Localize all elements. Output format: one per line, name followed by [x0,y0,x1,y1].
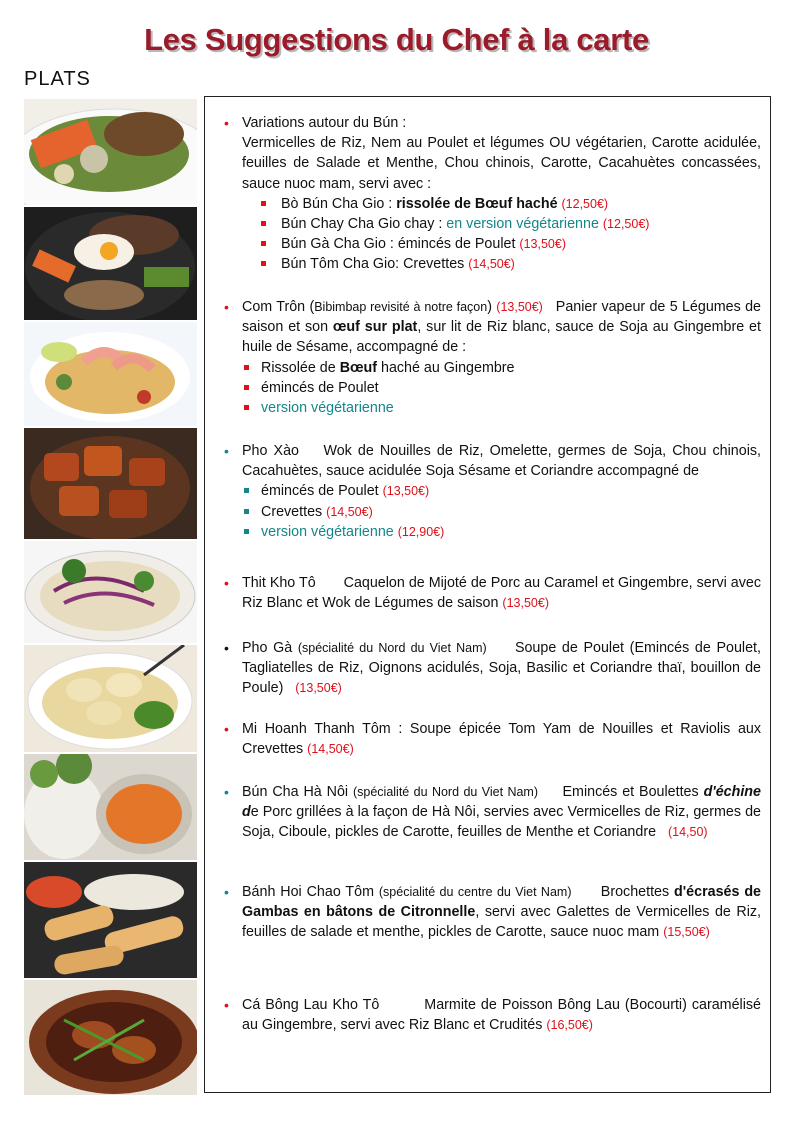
dish-note: (spécialité du centre du Viet Nam) [378,885,572,899]
option-item: Bún Gà Cha Gio : émincés de Poulet (13,50€) [242,234,761,254]
square-bullet-icon [244,405,249,410]
square-bullet-icon [261,201,266,206]
bullet-icon: • [224,640,229,656]
bullet-icon: • [224,997,229,1013]
page-title: Les Suggestions du Chef à la carte [144,22,649,57]
dish-com-tron: • Com Trôn (Bibimbap revisité à notre façon) (13,50€) Panier vapeur de 5 Légumes de saison et son œuf sur plat, sur lit de Riz blanc, sauce de Soja au Gingembre et huile de Sésame, accompagné de : Rissolée de Bœuf haché au Gingembre émincés de Poulet version végétarienne [242,297,761,418]
price: (14,50€) [307,742,354,757]
dish-description: Vermicelles de Riz, Nem au Poulet et légumes OU végétarien, Carotte acidulée, feuilles de Salade et Menthe, Chou chinois, Carotte, Cacahuètes concassées, sauce nuoc mam, servi avec : [242,135,761,192]
photo-com-tron [24,207,197,320]
square-bullet-icon [261,241,266,246]
photo-banh-hoi [24,862,197,978]
option-item: version végétarienne [242,398,761,418]
price: (13,50€) [519,237,566,252]
photo-bo-bun [24,99,197,205]
price: (15,50€) [663,925,710,940]
price: (13,50€) [496,300,543,314]
price: (12,50€) [561,196,609,211]
menu-box [204,96,771,1093]
dish-name: Mi Hoanh Thanh Tôm [242,721,391,737]
photo-ca-kho [24,980,197,1095]
price: (14,50€) [326,504,373,519]
dish-banh-hoi-chao-tom: • Bánh Hoi Chao Tôm (spécialité du centre du Viet Nam) Brochettes d'écrasés de Gambas en bâtons de Citronnelle, servi avec Galettes de Vermicelles de Riz, feuilles de salade et menthe, pickles de Carotte, sauce nuoc mam (15,50€) [224,884,762,941]
dish-ca-bong-lau: • Cá Bông Lau Kho Tô Marmite de Poisson Bông Lau (Bocourti) caramélisé au Gingembre, servi avec Riz Blanc et Crudités (16,50€) [224,997,761,1034]
price: (12,90€) [397,524,445,539]
dish-note: (spécialité du Nord du Viet Nam) [297,641,487,655]
bullet-icon: • [224,784,229,800]
photo-pho-xao [24,322,197,426]
price: (16,50€) [546,1018,593,1033]
photo-bun-cha [24,754,197,860]
bullet-icon: • [224,884,229,900]
bullet-icon: • [224,443,229,459]
price: (14,50€) [468,257,515,272]
square-bullet-icon [261,261,266,266]
bullet-icon: • [224,575,229,591]
dish-pho-xao: • Pho Xào Wok de Nouilles de Riz, Omelette, germes de Soja, Chou chinois, Cacahuètes, sauce acidulée Soja Sésame et Coriandre accompagné de émincés de Poulet (13,50€) Crevettes (14,50€) version végétarienne (12,90€) [242,441,761,542]
bullet-icon: • [224,115,229,131]
price: (13,50€) [295,681,342,696]
square-bullet-icon [261,221,266,226]
dish-mi-hoanh-thanh: • Mi Hoanh Thanh Tôm : Soupe épicée Tom Yam de Nouilles et Raviolis aux Crevettes (14,50€) [224,721,761,758]
option-item: Bò Bún Cha Gio : rissolée de Bœuf haché (12,50€) [242,194,761,214]
price: (12,50€) [602,217,650,232]
square-bullet-icon [244,365,249,370]
price: (13,50€) [502,596,549,611]
dish-name: Bún Cha Hà Nôi [242,784,349,800]
dish-thit-kho-to: • Thit Kho Tô Caquelon de Mijoté de Porc au Caramel et Gingembre, servi avec Riz Blanc et Wok de Légumes de saison (13,50€) [224,575,761,612]
square-bullet-icon [244,529,249,534]
dish-bun-cha-ha-noi: • Bún Cha Hà Nôi (spécialité du Nord du Viet Nam) Emincés et Boulettes d'échine de Porc grillées à la façon de Hà Nôi, servies avec Vermicelles de Riz, germes de Soja, Ciboule, pickles de Carotte, feuilles de Menthe et Coriandre (14,50) [224,784,761,841]
dish-note: Bibimbap revisité à notre façon [314,300,488,314]
dish-name: Bánh Hoi Chao Tôm [242,884,374,900]
dish-name: Pho Xào [242,443,299,459]
option-item: Bún Tôm Cha Gio: Crevettes (14,50€) [242,254,761,274]
option-item: Crevettes (14,50€) [242,502,761,522]
bullet-icon: • [224,721,229,737]
option-item: Bún Chay Cha Gio chay : en version végétarienne (12,50€) [242,214,761,234]
photo-thit-kho-soup [24,541,197,643]
photo-thit-kho [24,428,197,539]
option-item: Rissolée de Bœuf haché au Gingembre [242,358,761,378]
option-item: version végétarienne (12,90€) [242,522,761,542]
bullet-icon: • [224,299,229,315]
photo-column [24,99,197,1097]
square-bullet-icon [244,488,249,493]
dish-variations-bun [224,113,761,275]
photo-pho-ga [24,645,197,752]
square-bullet-icon [244,509,249,514]
dish-name: Pho Gà [242,640,293,656]
option-item: émincés de Poulet (13,50€) [242,481,761,501]
square-bullet-icon [244,385,249,390]
dish-name: Com Trôn [242,299,306,315]
dish-name: Cá Bông Lau Kho Tô [242,997,380,1013]
dish-pho-ga: • Pho Gà (spécialité du Nord du Viet Nam) Soupe de Poulet (Emincés de Poulet, Tagliatelles de Riz, Oignons acidulés, Soja, Basilic et Coriandre thaï, bouillon de Poule) (13,50€) [224,640,761,697]
dish-note: (spécialité du Nord du Viet Nam) [352,785,539,799]
dish-title: Variations autour du Bún : [242,115,407,131]
option-item: émincés de Poulet [242,378,761,398]
dish-name: Thit Kho Tô [242,575,316,591]
section-heading: PLATS [24,68,91,90]
price: (13,50€) [382,484,430,499]
price: (14,50) [667,825,708,840]
